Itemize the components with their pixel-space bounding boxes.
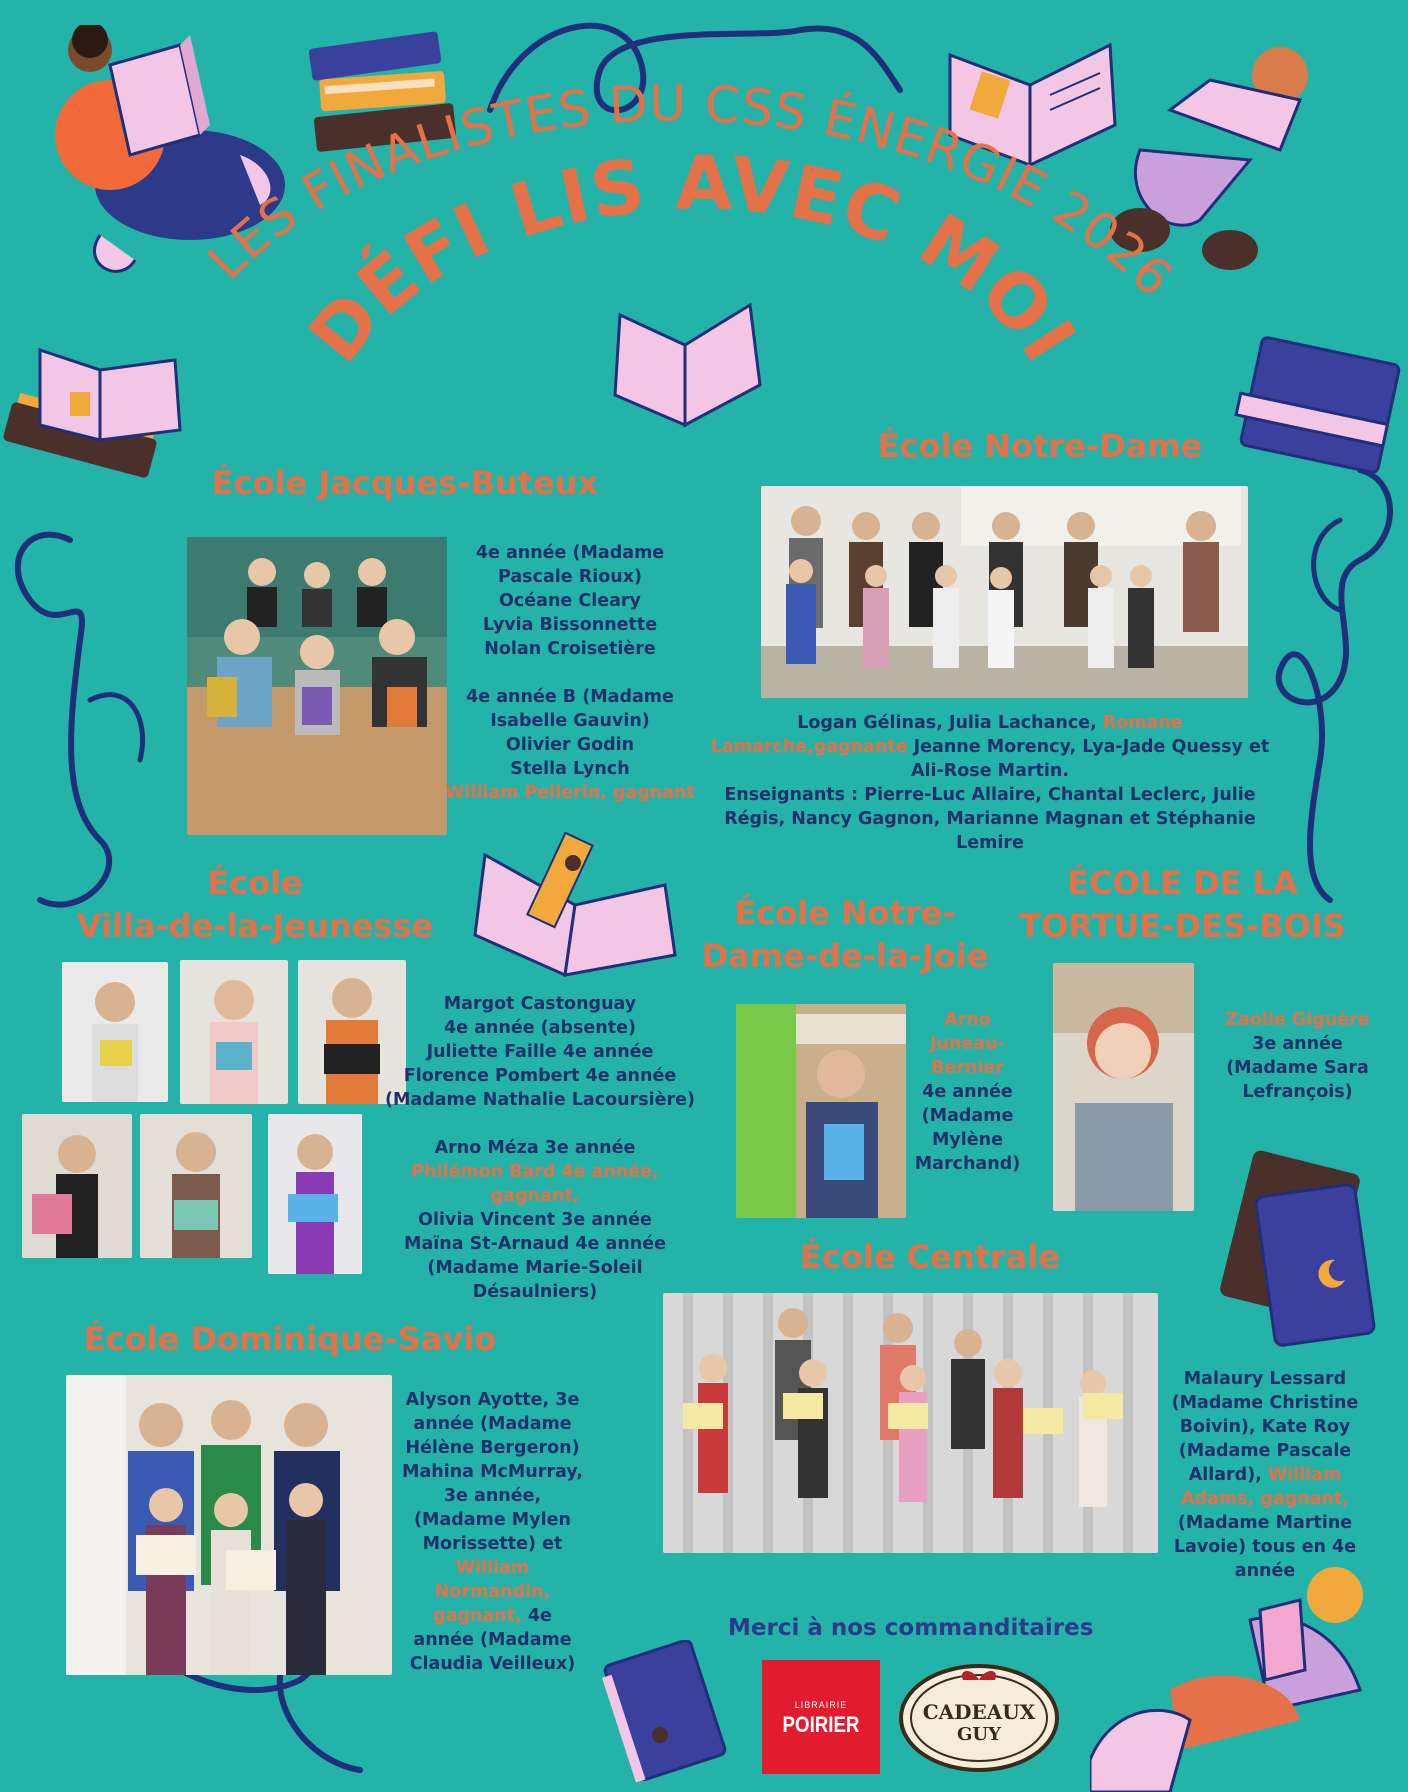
ndj-name-line-1: École Notre-	[734, 894, 956, 932]
notre-dame-list	[700, 711, 1280, 855]
nd-line: Enseignants : Pierre-Luc Allaire, Chantal Leclerc, Julie	[724, 785, 1256, 805]
nd-line-2	[700, 735, 1280, 759]
librairie-poirier-logo	[762, 1660, 880, 1774]
tortue-winner: Zaolie Giguère	[1225, 1010, 1370, 1030]
savio-line: 3e année,	[443, 1486, 542, 1506]
nd-winner-part-1: Romane	[1102, 713, 1183, 733]
ndj-winner: Juneau-	[930, 1034, 1005, 1054]
centrale-line: Boivin), Kate Roy	[1179, 1417, 1351, 1437]
villa-line: (Madame Nathalie Lacoursière)	[384, 1090, 696, 1110]
school-name-notre-dame-joie	[680, 892, 1010, 978]
villa-line: Maïna St-Arnaud 4e année	[404, 1234, 666, 1254]
guy-text: GUY	[957, 1724, 1001, 1745]
villa-line: Juliette Faille 4e année	[426, 1042, 654, 1062]
savio-winner-line-3	[395, 1604, 590, 1628]
villa-line: Désaulniers)	[472, 1282, 598, 1302]
cadeaux-guy-logo	[898, 1662, 1060, 1774]
savio-tail: 4e	[521, 1606, 552, 1626]
nd-line-1	[700, 711, 1280, 735]
centrale-line: (Madame Pascale	[1178, 1441, 1352, 1461]
nd-line: Lemire	[956, 833, 1024, 853]
school-name-villa	[40, 862, 470, 948]
villa-winner-line-2: gagnant,	[490, 1186, 580, 1206]
poirier-small-text: LIBRAIRIE	[794, 1700, 848, 1710]
nd-line: Ali-Rose Martin.	[910, 761, 1069, 781]
jb-line: Lyvia Bissonnette	[482, 615, 658, 635]
jb-line: Pascale Rioux)	[498, 567, 642, 587]
ndj-line: 4e année	[922, 1082, 1013, 1102]
jb-line: 4e année B (Madame	[466, 687, 674, 707]
centrale-winner-part-2: Adams, gagnant,	[1181, 1489, 1349, 1509]
centrale-line: (Madame Martine	[1177, 1513, 1353, 1533]
savio-winner: Normandin,	[434, 1582, 551, 1602]
reader-illustration-bottom-right	[1090, 1560, 1408, 1792]
photo-notre-dame	[761, 486, 1248, 698]
school-name-tortue	[995, 862, 1370, 948]
villa-line: Florence Pombert 4e année	[403, 1066, 677, 1086]
tortue-line: (Madame Sara	[1226, 1058, 1369, 1078]
jb-line: Nolan Croisetière	[484, 639, 656, 659]
tortue-line: Lefrançois)	[1242, 1082, 1353, 1102]
centrale-allard: Allard),	[1188, 1465, 1268, 1485]
savio-list	[395, 1388, 590, 1676]
centrale-line: Malaury Lessard	[1183, 1369, 1347, 1389]
jb-line: Stella Lynch	[510, 759, 630, 779]
savio-line: Hélène Bergeron)	[405, 1438, 580, 1458]
villa-list-a	[380, 992, 700, 1112]
villa-line: (Madame Marie-Soleil	[427, 1258, 643, 1278]
ndj-winner: Bernier	[931, 1058, 1004, 1078]
savio-line: Mahina McMurray,	[402, 1462, 583, 1482]
villa-name-line-2: Villa-de-la-Jeunesse	[76, 907, 434, 946]
sponsors-title: Merci à nos commanditaires	[728, 1615, 1094, 1641]
moon-book-illustration	[1215, 1140, 1385, 1350]
centrale-winner-part-1: William	[1267, 1465, 1342, 1485]
savio-line: Alyson Ayotte, 3e	[405, 1390, 580, 1410]
poirier-big-text: POIRIER	[782, 1712, 860, 1737]
ndj-line: (Madame	[921, 1106, 1014, 1126]
school-name-centrale: École Centrale	[800, 1238, 1060, 1276]
villa-line: Margot Castonguay	[443, 994, 637, 1014]
savio-line: Morissette) et	[422, 1534, 563, 1554]
photo-jacques-buteux	[187, 537, 447, 835]
photo-tortue	[1053, 963, 1194, 1211]
tortue-name-line-2: TORTUE-DES-BOIS	[1019, 907, 1346, 946]
villa-winner-line-1: Philémon Bard 4e année,	[411, 1162, 659, 1182]
flower-book-illustration	[600, 1640, 730, 1790]
ndj-winner: Arno	[944, 1010, 991, 1030]
ndj-line: Marchand)	[914, 1154, 1021, 1174]
villa-line: Arno Méza 3e année	[434, 1138, 636, 1158]
school-name-jacques-buteux: École Jacques-Buteux	[211, 464, 599, 502]
savio-winner: William	[455, 1558, 530, 1578]
centrale-line: Lavoie) tous en 4e	[1173, 1537, 1357, 1557]
nd-names-a: Logan Gélinas, Julia Lachance,	[797, 713, 1103, 733]
savio-line: année (Madame	[413, 1630, 572, 1650]
tortue-line: 3e année	[1252, 1034, 1343, 1054]
cadeaux-text: CADEAUX	[922, 1700, 1036, 1724]
photo-notre-dame-joie	[736, 1004, 906, 1218]
jb-winner: William Pellerin, gagnant	[445, 783, 695, 803]
photo-centrale	[663, 1293, 1158, 1553]
savio-line: Claudia Veilleux)	[409, 1654, 576, 1674]
school-name-savio: École Dominique-Savio	[83, 1320, 497, 1358]
centrale-line: (Madame Christine	[1171, 1393, 1359, 1413]
jb-line: Isabelle Gauvin)	[490, 711, 650, 731]
school-name-notre-dame: École Notre-Dame	[877, 427, 1203, 465]
villa-line: 4e année (absente)	[443, 1018, 636, 1038]
ndj-line: Mylène	[931, 1130, 1004, 1150]
ndj-list	[900, 1008, 1035, 1176]
photo-villa-6	[268, 1114, 362, 1274]
photo-villa-4	[22, 1114, 132, 1258]
header-title: DÉFI LIS AVEC MOI	[292, 140, 1093, 379]
jacques-buteux-list	[445, 541, 695, 805]
photo-villa-2	[180, 960, 288, 1104]
jb-line: Océane Cleary	[499, 591, 641, 611]
centrale-line: année	[1234, 1561, 1296, 1581]
nd-winner-part-2: Lamarche,gagnante	[710, 737, 908, 757]
jb-line: Olivier Godin	[505, 735, 635, 755]
centrale-list	[1165, 1367, 1365, 1583]
tortue-name-line-1: ÉCOLE DE LA	[1067, 864, 1298, 902]
savio-line: (Madame Mylen	[414, 1510, 571, 1530]
savio-line: année (Madame	[413, 1414, 572, 1434]
photo-villa-1	[62, 962, 168, 1102]
jb-line: 4e année (Madame	[475, 543, 665, 563]
bookmark-book-illustration	[465, 815, 685, 990]
villa-line: Olivia Vincent 3e année	[418, 1210, 652, 1230]
savio-winner-last: gagnant,	[433, 1606, 522, 1626]
villa-name-line-1: École	[207, 864, 303, 902]
nd-line: Régis, Nancy Gagnon, Marianne Magnan et Stéphanie	[724, 809, 1256, 829]
centrale-line-5	[1165, 1463, 1365, 1487]
ndj-name-line-2: Dame-de-la-Joie	[701, 937, 989, 976]
villa-list-b	[400, 1136, 670, 1304]
jb-spacer	[445, 661, 695, 685]
nd-names-b: Jeanne Morency, Lya-Jade Quessy et	[907, 737, 1270, 757]
header-subtitle: LES FINALISTES DU CSS ÉNERGIE 2026	[196, 74, 1185, 309]
header-titles	[0, 0, 1408, 460]
tortue-list	[1215, 1008, 1380, 1104]
photo-savio	[66, 1375, 392, 1675]
photo-villa-5	[140, 1114, 252, 1258]
